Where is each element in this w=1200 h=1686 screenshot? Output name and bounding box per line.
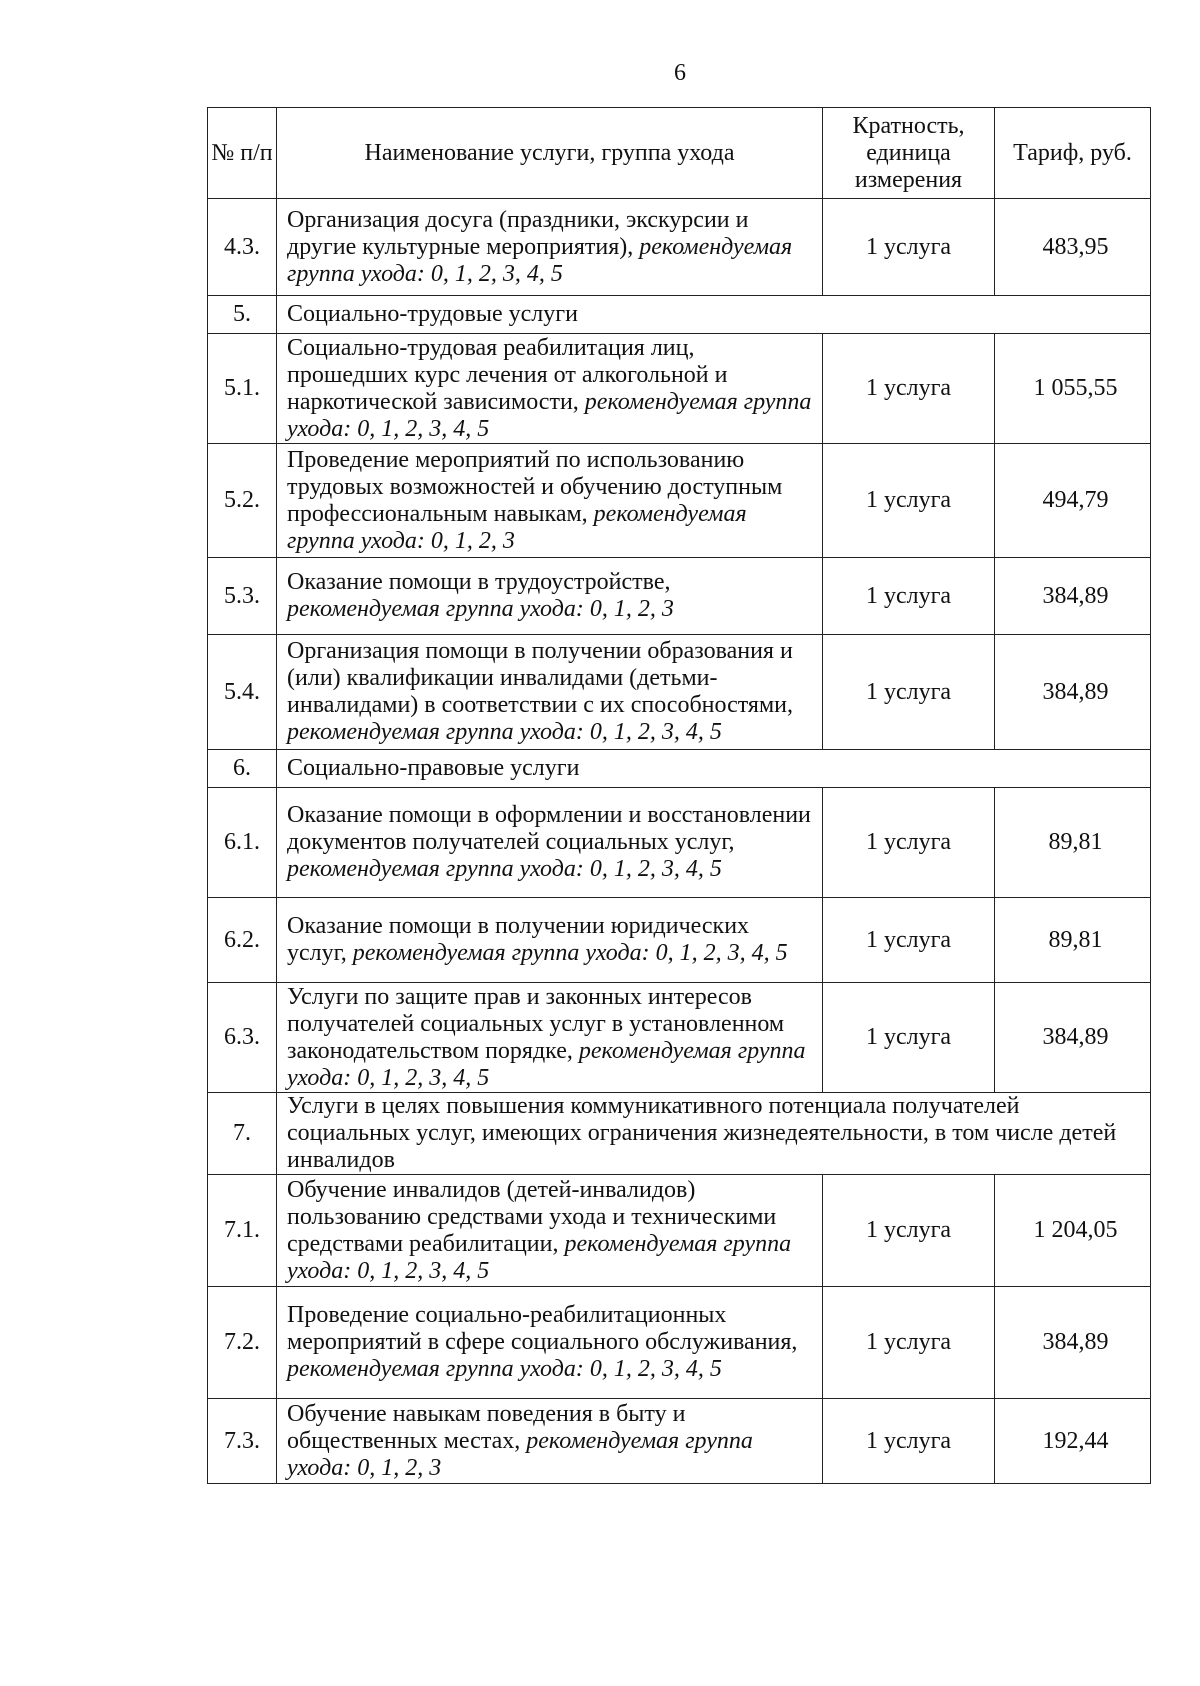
service-name: Организация досуга (праздники, экскурсии и другие культурные мероприятия), [287,206,749,260]
care-group: рекомендуемая группа ухода: 0, 1, 2, 3, 4, 5 [287,1037,806,1091]
row-num: 5.3. [208,558,277,635]
service-name: Услуги по защите прав и законных интересов получателей социальных услуг в установленном законодательством порядке, [287,983,785,1064]
section-num: 7. [208,1093,277,1175]
unit-cell: 1 услуга [823,444,995,558]
service-name: Проведение мероприятий по использованию трудовых возможностей и обучению доступным профессиональным навыкам, [287,446,783,527]
tariff-cell: 384,89 [995,558,1151,635]
service-name: Оказание помощи в оформлении и восстановлении документов получателей социальных услуг, [287,802,811,855]
unit-cell: 1 услуга [823,788,995,898]
row-num: 7.1. [208,1175,277,1287]
table-row [208,334,1151,444]
header-qty: Кратность, единица измерения [823,108,995,199]
section-row [208,296,1151,334]
service-name-cell [277,1399,823,1484]
table-row [208,1287,1151,1399]
service-name-cell [277,788,823,898]
row-num: 5.4. [208,635,277,750]
service-name-cell [277,898,823,983]
row-num: 6.3. [208,983,277,1093]
tariff-cell: 384,89 [995,983,1151,1093]
service-name: Обучение инвалидов (детей-инвалидов) пользованию средствами ухода и техническими средствами реабилитации, [287,1176,777,1257]
page-number: 6 [674,60,686,86]
tariff-table [207,107,1151,1484]
tariff-cell: 384,89 [995,1287,1151,1399]
table-row [208,1175,1151,1287]
tariff-cell: 1 055,55 [995,334,1151,444]
section-row [208,1093,1151,1175]
service-name: Оказание помощи в трудоустройстве, [287,569,671,595]
care-group: рекомендуемая группа ухода: 0, 1, 2, 3, 4, 5 [287,388,812,442]
section-title: Социально-правовые услуги [277,750,1151,788]
section-title: Социально-трудовые услуги [277,296,1151,334]
row-num: 6.1. [208,788,277,898]
service-name-cell [277,444,823,558]
service-name-cell [277,1287,823,1399]
service-name-cell [277,199,823,296]
table-body [208,199,1151,1484]
tariff-cell: 89,81 [995,788,1151,898]
care-group: рекомендуемая группа ухода: 0, 1, 2, 3, 4, 5 [287,1356,722,1382]
tariff-cell: 483,95 [995,199,1151,296]
row-num: 5.1. [208,334,277,444]
table-header-row [208,108,1151,199]
table-row [208,788,1151,898]
header-price: Тариф, руб. [995,108,1151,199]
service-name-cell [277,558,823,635]
row-num: 7.2. [208,1287,277,1399]
tariff-cell: 384,89 [995,635,1151,750]
service-name: Организация помощи в получении образования и (или) квалификации инвалидами (детьми-инвалидами) в соответствии с их способностями, [287,638,794,718]
table-row [208,1399,1151,1484]
unit-cell: 1 услуга [823,635,995,750]
tariff-cell: 89,81 [995,898,1151,983]
tariff-cell: 494,79 [995,444,1151,558]
tariff-cell: 1 204,05 [995,1175,1151,1287]
section-num: 5. [208,296,277,334]
service-name-cell [277,1175,823,1287]
unit-cell: 1 услуга [823,983,995,1093]
table-row [208,444,1151,558]
care-group: рекомендуемая группа ухода: 0, 1, 2, 3 [287,596,674,622]
care-group: рекомендуемая группа ухода: 0, 1, 2, 3 [287,1427,753,1481]
header-name: Наименование услуги, группа ухода [277,108,823,199]
header-num: № п/п [208,108,277,199]
unit-cell: 1 услуга [823,334,995,444]
section-title: Услуги в целях повышения коммуникативного потенциала получателей социальных услуг, имеющих ограничения жизнедеятельности, в том числе детей инвалидов [277,1093,1151,1175]
service-name-cell [277,334,823,444]
row-num: 6.2. [208,898,277,983]
unit-cell: 1 услуга [823,1175,995,1287]
row-num: 4.3. [208,199,277,296]
care-group: рекомендуемая группа ухода: 0, 1, 2, 3, 4, 5 [287,233,793,287]
service-name: Проведение социально-реабилитационных мероприятий в сфере социального обслуживания, [287,1302,798,1355]
section-row [208,750,1151,788]
service-name-cell [277,983,823,1093]
table-row [208,558,1151,635]
unit-cell: 1 услуга [823,199,995,296]
unit-cell: 1 услуга [823,558,995,635]
unit-cell: 1 услуга [823,1399,995,1484]
unit-cell: 1 услуга [823,1287,995,1399]
table-row [208,898,1151,983]
service-name: Социально-трудовая реабилитация лиц, прошедших курс лечения от алкогольной и наркотической зависимости, [287,334,728,415]
service-name-cell [277,635,823,750]
row-num: 5.2. [208,444,277,558]
care-group: рекомендуемая группа ухода: 0, 1, 2, 3, 4, 5 [287,719,722,745]
table-row [208,199,1151,296]
table-row [208,635,1151,750]
row-num: 7.3. [208,1399,277,1484]
care-group: рекомендуемая группа ухода: 0, 1, 2, 3 [287,500,747,554]
care-group: рекомендуемая группа ухода: 0, 1, 2, 3, 4, 5 [287,1230,792,1284]
care-group: рекомендуемая группа ухода: 0, 1, 2, 3, 4, 5 [287,856,722,882]
unit-cell: 1 услуга [823,898,995,983]
tariff-cell: 192,44 [995,1399,1151,1484]
service-name: Обучение навыкам поведения в быту и общественных местах, [287,1400,686,1454]
table-row [208,983,1151,1093]
care-group: рекомендуемая группа ухода: 0, 1, 2, 3, 4, 5 [352,940,788,966]
service-name: Оказание помощи в получении юридических услуг, [287,913,750,966]
section-num: 6. [208,750,277,788]
